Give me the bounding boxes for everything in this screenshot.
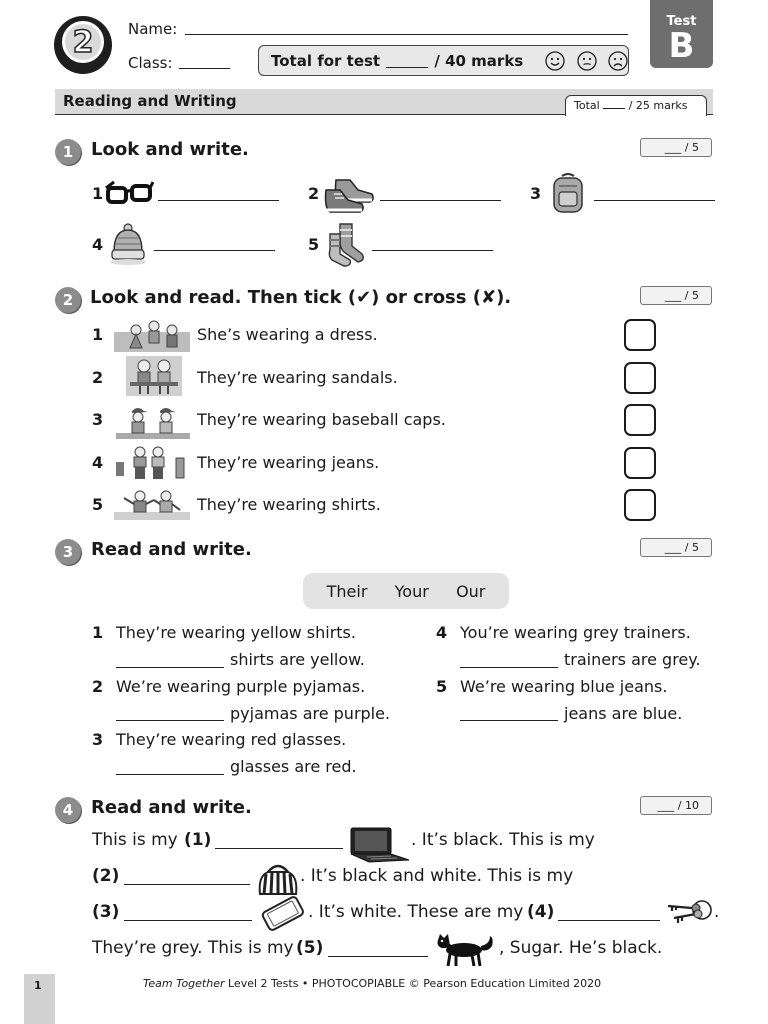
children-picture-icon [114,488,190,520]
ex4-answer-line[interactable] [215,848,343,849]
ex4-number-badge: 4 [55,797,81,823]
name-label: Name: [128,20,178,38]
ex4-title: Read and write. [91,797,252,818]
section-total-label: Total [574,99,600,112]
ex3-prompt: We’re wearing blue jeans. [460,677,668,696]
ex2-item-number: 3 [92,410,104,429]
ex4-answer-line[interactable] [558,920,660,921]
class-label: Class: [128,54,173,72]
ex3-prompt: They’re wearing red glasses. [116,730,347,749]
children-picture-icon [114,444,190,480]
ex3-item-number: 1 [92,623,104,642]
word-box-word: Their [326,581,368,601]
ex4-text: . It’s black and white. This is my [300,866,574,886]
sad-face-icon [608,51,628,71]
keys-icon [664,896,714,928]
ex1-answer-line[interactable] [158,200,279,201]
children-picture-icon [114,318,190,352]
ex4-blank-number: (5) [296,938,324,958]
ex3-answer-line[interactable] [460,720,558,721]
ex2-tick-box[interactable] [624,362,656,394]
ex3-completion: shirts are yellow. [230,650,365,669]
ex2-item-number: 4 [92,453,104,472]
ex3-completion: glasses are red. [230,757,357,776]
ex3-answer-line[interactable] [116,774,224,775]
ex2-sentence: They’re wearing shirts. [197,495,381,514]
ex2-tick-box[interactable] [624,447,656,479]
ex3-answer-line[interactable] [116,720,224,721]
trainers-icon [322,174,376,216]
name-field[interactable] [185,34,628,35]
total-for-test-label: Total for test [271,51,381,70]
ex1-title: Look and write. [91,139,249,160]
phone-icon [258,896,306,932]
ex3-number-badge: 3 [55,539,81,565]
ex1-item-number: 4 [92,235,104,254]
section-title: Reading and Writing [63,92,237,110]
total-for-test-marks: / 40 marks [434,51,524,70]
page-number-tab [24,974,55,1024]
ex3-prompt: We’re wearing purple pyjamas. [116,677,366,696]
ex4-text: This is my [92,830,178,850]
ex2-tick-box[interactable] [624,489,656,521]
ex3-completion: jeans are blue. [564,704,683,723]
ex3-marks: ___ / 5 [640,538,712,557]
ex2-sentence: They’re wearing baseball caps. [197,410,446,429]
total-for-test-box [258,45,629,76]
ex4-text: . [714,902,720,922]
class-field[interactable] [179,68,230,69]
ex2-marks: ___ / 5 [640,286,712,305]
ex4-text: They’re grey. This is my [92,938,294,958]
footer [143,977,601,990]
children-picture-icon [116,405,190,439]
word-box-word: Your [394,581,429,601]
ex4-blank-number: (2) [92,866,120,886]
ex4-text: . It’s black. This is my [411,830,595,850]
ex1-item-number: 5 [308,235,320,254]
ex3-prompt: You’re wearing grey trainers. [460,623,691,642]
laptop-icon [347,826,411,864]
children-picture-icon [126,356,182,396]
hat-icon [106,222,150,266]
footer-book-title: Team Together [143,977,225,990]
section-total-blank[interactable] [603,100,625,109]
ex2-sentence: She’s wearing a dress. [197,325,378,344]
ex1-number-badge: 1 [55,139,81,165]
ex2-sentence: They’re wearing sandals. [197,368,398,387]
test-tab [650,0,713,68]
ex4-text: , Sugar. He’s black. [499,938,663,958]
ex2-item-number: 2 [92,368,104,387]
ex1-answer-line[interactable] [154,250,275,251]
test-tab-letter: B [668,26,695,66]
ex3-item-number: 3 [92,730,104,749]
section-band [55,89,713,115]
ex3-prompt: They’re wearing yellow shirts. [116,623,356,642]
backpack-icon [548,172,588,214]
ex4-blank-number: (3) [92,902,120,922]
ex4-text: . It’s white. These are my [308,902,524,922]
ex3-completion: pyjamas are purple. [230,704,391,723]
ex3-completion: trainers are grey. [564,650,701,669]
ex1-item-number: 1 [92,184,104,203]
glasses-icon [104,178,154,208]
ex2-item-number: 5 [92,495,104,514]
test-tab-word: Test [666,14,697,29]
ex4-answer-line[interactable] [124,920,252,921]
unit-number: 2 [62,21,104,63]
neutral-face-icon [577,51,597,71]
word-box [303,573,509,609]
word-box-word: Our [456,581,486,601]
ex4-marks: ___ / 10 [640,796,712,815]
socks-icon [324,222,368,268]
ex3-answer-line[interactable] [460,667,558,668]
ex3-item-number: 4 [436,623,448,642]
ex1-item-number: 2 [308,184,320,203]
bag-icon [256,862,300,896]
footer-credit: Level 2 Tests • PHOTOCOPIABLE © Pearson Education Limited 2020 [228,977,602,990]
section-total-marks: / 25 marks [628,99,688,112]
ex2-sentence: They’re wearing jeans. [197,453,380,472]
ex1-marks: ___ / 5 [640,138,712,157]
ex3-title: Read and write. [91,539,252,560]
ex1-answer-line[interactable] [594,200,715,201]
ex3-item-number: 2 [92,677,104,696]
ex1-answer-line[interactable] [380,200,501,201]
ex1-answer-line[interactable] [372,250,493,251]
section-total-box [565,95,707,116]
total-for-test-blank[interactable] [386,54,428,68]
ex2-tick-box[interactable] [624,404,656,436]
ex4-blank-number: (4) [527,902,555,922]
ex2-tick-box[interactable] [624,319,656,351]
ex2-number-badge: 2 [55,287,81,313]
ex4-answer-line[interactable] [328,956,428,957]
ex4-answer-line[interactable] [124,884,250,885]
ex2-item-number: 1 [92,325,104,344]
ex4-blank-number: (1) [184,830,212,850]
page-number: 1 [34,979,42,992]
ex1-item-number: 3 [530,184,542,203]
ex2-title: Look and read. Then tick (✔) or cross (✘). [90,287,512,308]
cat-icon [434,932,496,968]
ex3-item-number: 5 [436,677,448,696]
happy-face-icon [545,51,565,71]
unit-badge [54,16,112,74]
ex3-answer-line[interactable] [116,667,224,668]
